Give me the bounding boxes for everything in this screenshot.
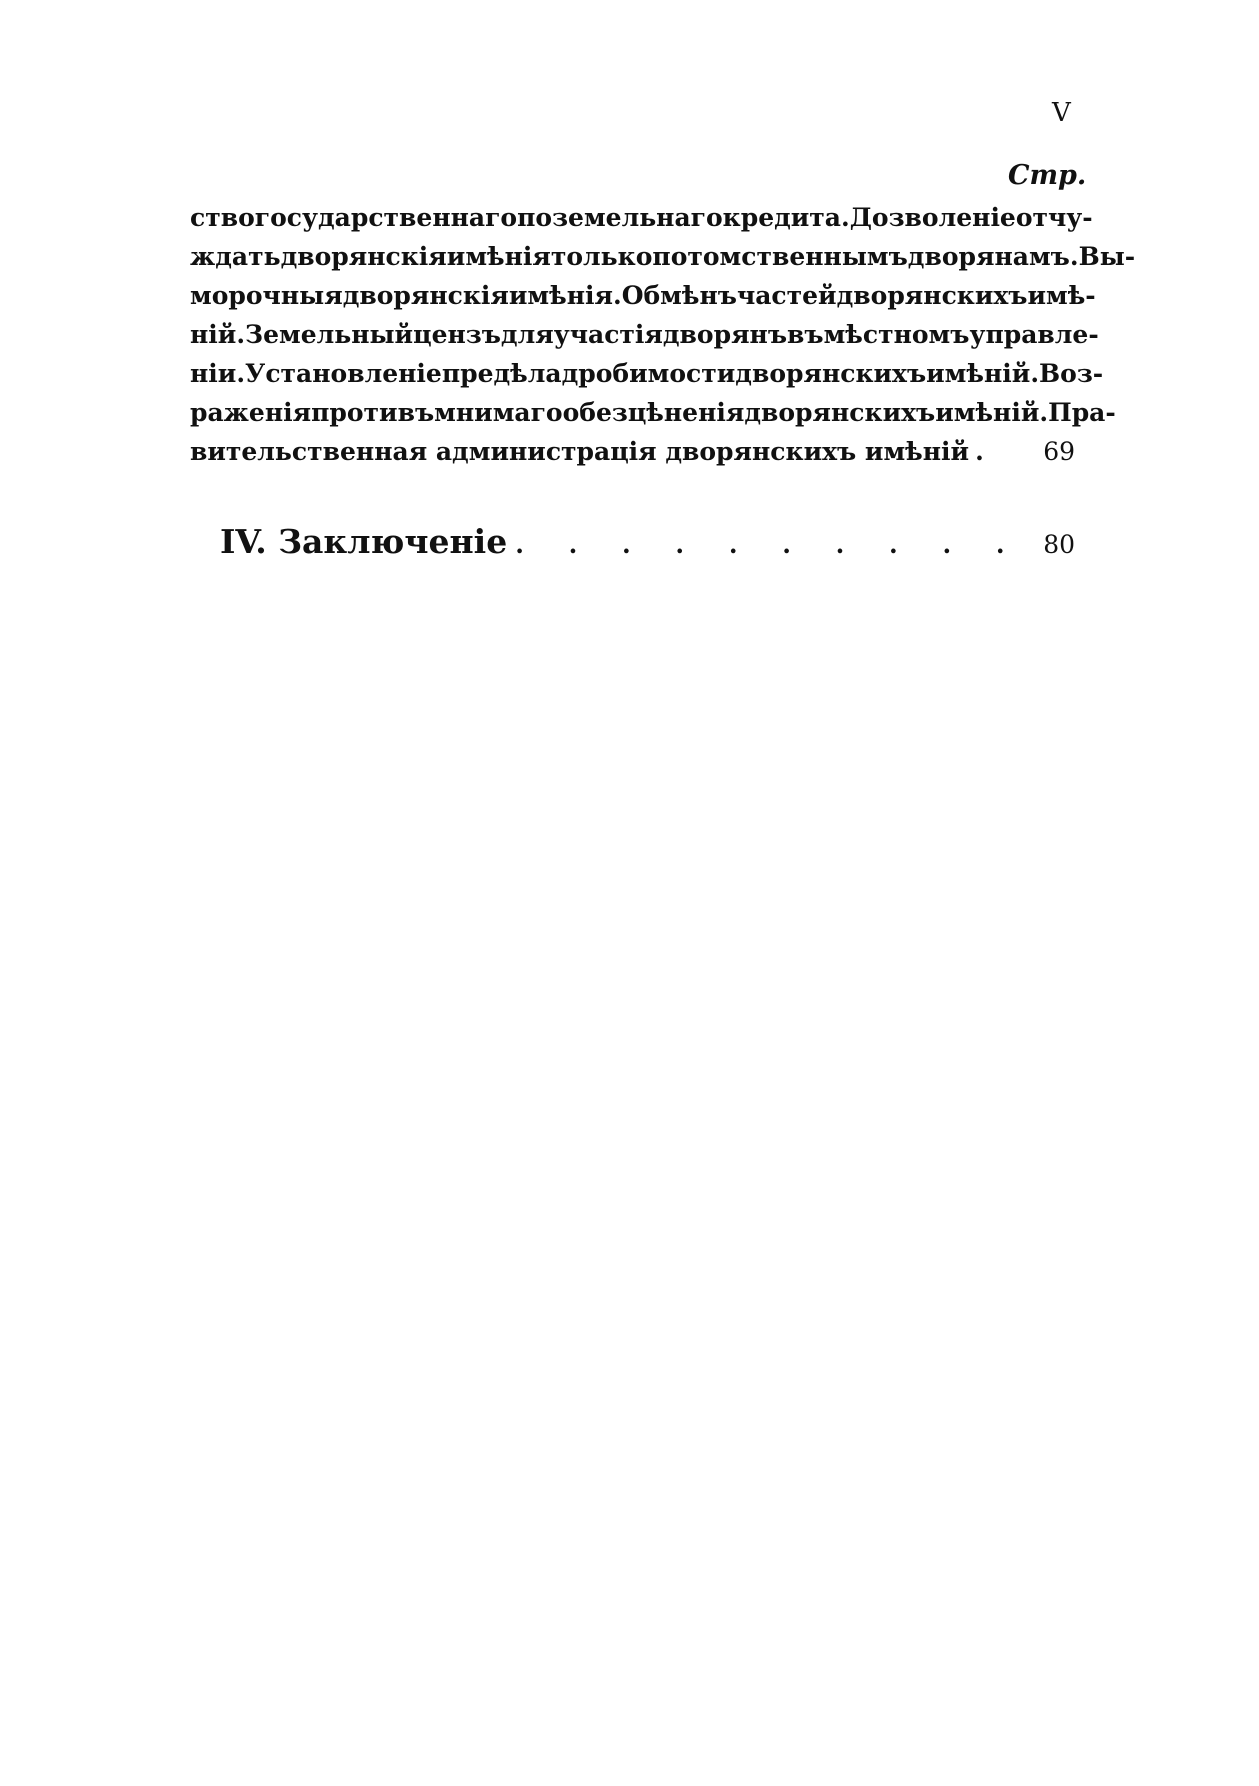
- toc-word: въ: [787, 320, 824, 349]
- toc-word: кредита.: [722, 203, 850, 232]
- toc-word: дворянскихъ: [836, 281, 1028, 310]
- toc-word: раженія: [190, 398, 312, 427]
- toc-word: цензъ: [413, 320, 501, 349]
- toc-word: государственнаго: [254, 203, 518, 232]
- toc-word: имѣнія.: [508, 281, 622, 310]
- toc-word: Обмѣнъ: [621, 281, 737, 310]
- toc-word: мнимаго: [434, 398, 563, 427]
- toc-word: Земельный: [245, 320, 414, 349]
- toc-section-conclusion[interactable]: [220, 522, 1075, 562]
- toc-word: дворянъ: [662, 320, 788, 349]
- toc-word: дворянскія: [280, 242, 447, 271]
- toc-word: поземельнаго: [517, 203, 723, 232]
- toc-word: частей: [736, 281, 837, 310]
- section-title: IV. Заключеніе: [220, 522, 508, 561]
- toc-word: Дозволеніе: [849, 203, 1016, 232]
- toc-entry-last-text: вительственная администрація дворянскихъ имѣній: [190, 437, 970, 466]
- page-number: V: [1052, 98, 1071, 128]
- toc-word: только: [550, 242, 653, 271]
- toc-word: противъ: [311, 398, 435, 427]
- toc-word: дробимости: [561, 359, 736, 388]
- toc-entry: [190, 198, 1136, 471]
- toc-word: морочныя: [190, 281, 343, 310]
- toc-word: дворянскихъ: [744, 398, 936, 427]
- toc-word: дворянамъ.: [907, 242, 1079, 271]
- toc-word: потомственнымъ: [652, 242, 908, 271]
- toc-entry-line: [190, 315, 1099, 354]
- toc-word: Вы-: [1078, 242, 1136, 271]
- toc-word: дворянскихъ: [735, 359, 927, 388]
- toc-word: ждать: [190, 242, 281, 271]
- toc-word: ство: [190, 203, 255, 232]
- toc-word: для: [500, 320, 554, 349]
- toc-word: имѣнія: [446, 242, 551, 271]
- toc-word: управле-: [969, 320, 1099, 349]
- toc-entry-line: [190, 276, 1096, 315]
- toc-entry-last-line: [190, 432, 1075, 471]
- toc-entry-line: [190, 198, 1093, 237]
- toc-word: имѣній.: [935, 398, 1049, 427]
- toc-entry-line: [190, 354, 1104, 393]
- toc-word: предѣла: [441, 359, 562, 388]
- toc-word: имѣній.: [926, 359, 1040, 388]
- toc-word: отчу-: [1015, 203, 1093, 232]
- toc-word: Воз-: [1039, 359, 1104, 388]
- toc-entry-line: [190, 393, 1116, 432]
- toc-word: ніи.: [190, 359, 246, 388]
- toc-entry-line: [190, 237, 1136, 276]
- section-page-number: 80: [1043, 530, 1075, 559]
- dot-leader: [515, 530, 1011, 559]
- toc-word: имѣ-: [1027, 281, 1096, 310]
- toc-word: Установленіе: [245, 359, 442, 388]
- toc-word: дворянскія: [342, 281, 509, 310]
- toc-word: ній.: [190, 320, 246, 349]
- toc-word: обезцѣненія: [562, 398, 745, 427]
- page-column-header: Стр.: [1008, 160, 1087, 191]
- toc-entry-page-number: 69: [1043, 437, 1075, 466]
- toc-word: Пра-: [1048, 398, 1116, 427]
- dot-leader: [975, 432, 1017, 471]
- toc-word: участія: [553, 320, 663, 349]
- toc-word: мѣстномъ: [823, 320, 970, 349]
